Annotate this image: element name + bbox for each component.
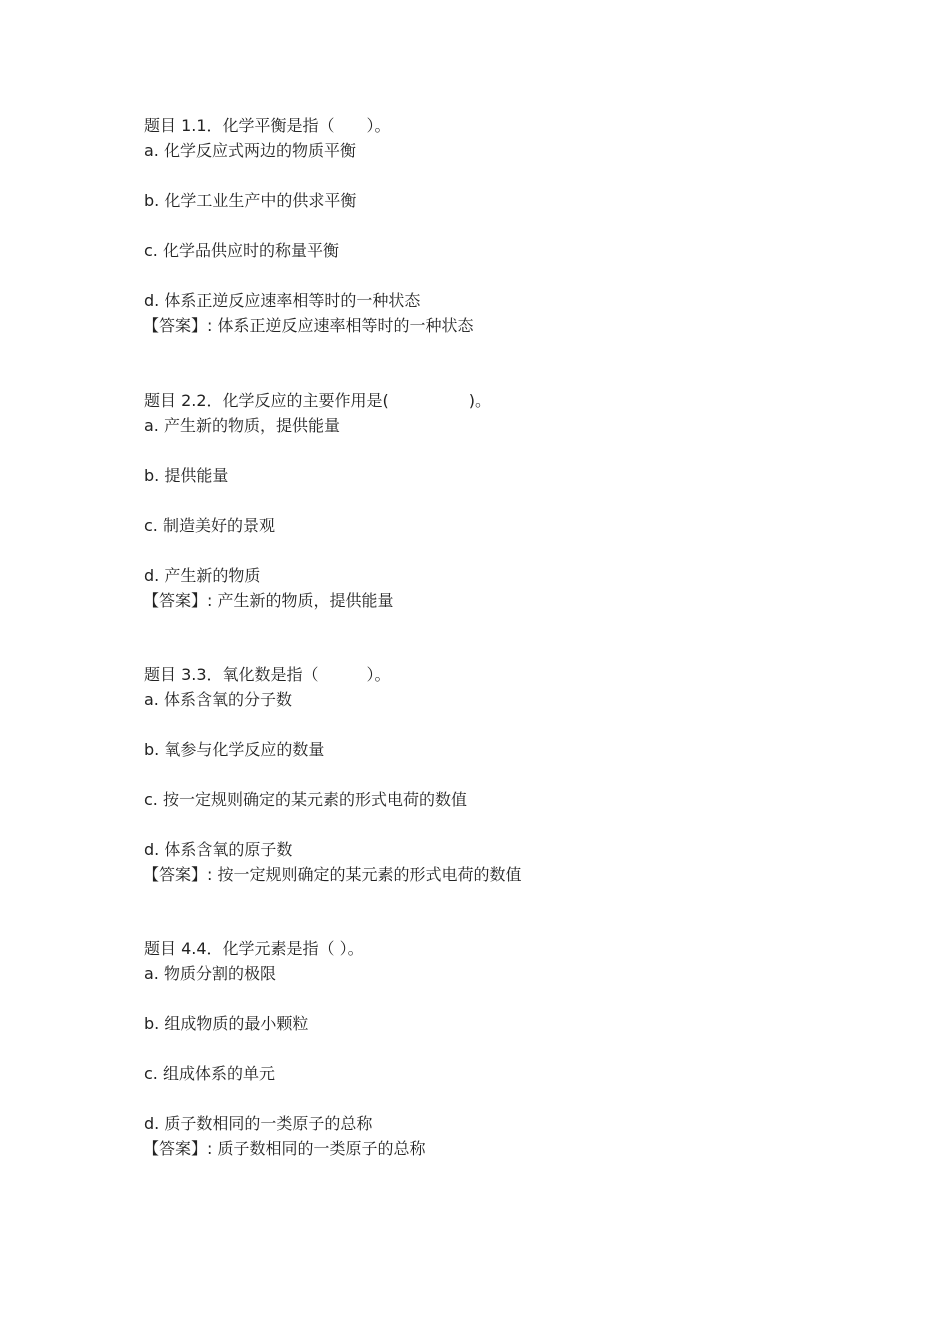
answer-line: 【答案】: 体系正逆反应速率相等时的一种状态	[143, 316, 474, 335]
question-3	[144, 665, 844, 885]
option-b: b. 组成物质的最小颗粒	[144, 1014, 309, 1033]
option-d: d. 质子数相同的一类原子的总称	[144, 1114, 373, 1133]
option-b: b. 化学工业生产中的供求平衡	[144, 191, 357, 210]
option-a: a. 体系含氧的分子数	[144, 690, 292, 709]
option-a: a. 物质分割的极限	[144, 964, 276, 983]
question-4	[144, 939, 844, 1159]
option-c: c. 制造美好的景观	[144, 516, 275, 535]
answer-line: 【答案】: 产生新的物质，提供能量	[143, 591, 394, 610]
option-d: d. 体系含氧的原子数	[144, 840, 293, 859]
answer-line: 【答案】: 质子数相同的一类原子的总称	[143, 1139, 426, 1158]
option-c: c. 按一定规则确定的某元素的形式电荷的数值	[144, 790, 467, 809]
option-d: d. 体系正逆反应速率相等时的一种状态	[144, 291, 421, 310]
option-b: b. 提供能量	[144, 466, 229, 485]
answer-line: 【答案】: 按一定规则确定的某元素的形式电荷的数值	[143, 865, 522, 884]
question-2	[144, 391, 844, 611]
question-1	[144, 116, 844, 336]
question-title: 题目 3.3．氧化数是指（ ）。	[144, 665, 391, 684]
question-title: 题目 1.1．化学平衡是指（ ）。	[144, 116, 391, 135]
option-a: a. 化学反应式两边的物质平衡	[144, 141, 356, 160]
option-d: d. 产生新的物质	[144, 566, 261, 585]
option-c: c. 组成体系的单元	[144, 1064, 275, 1083]
option-b: b. 氧参与化学反应的数量	[144, 740, 325, 759]
question-title: 题目 4.4．化学元素是指（ ）。	[144, 939, 364, 958]
option-c: c. 化学品供应时的称量平衡	[144, 241, 339, 260]
option-a: a. 产生新的物质，提供能量	[144, 416, 340, 435]
question-title: 题目 2.2．化学反应的主要作用是( )。	[144, 391, 492, 410]
